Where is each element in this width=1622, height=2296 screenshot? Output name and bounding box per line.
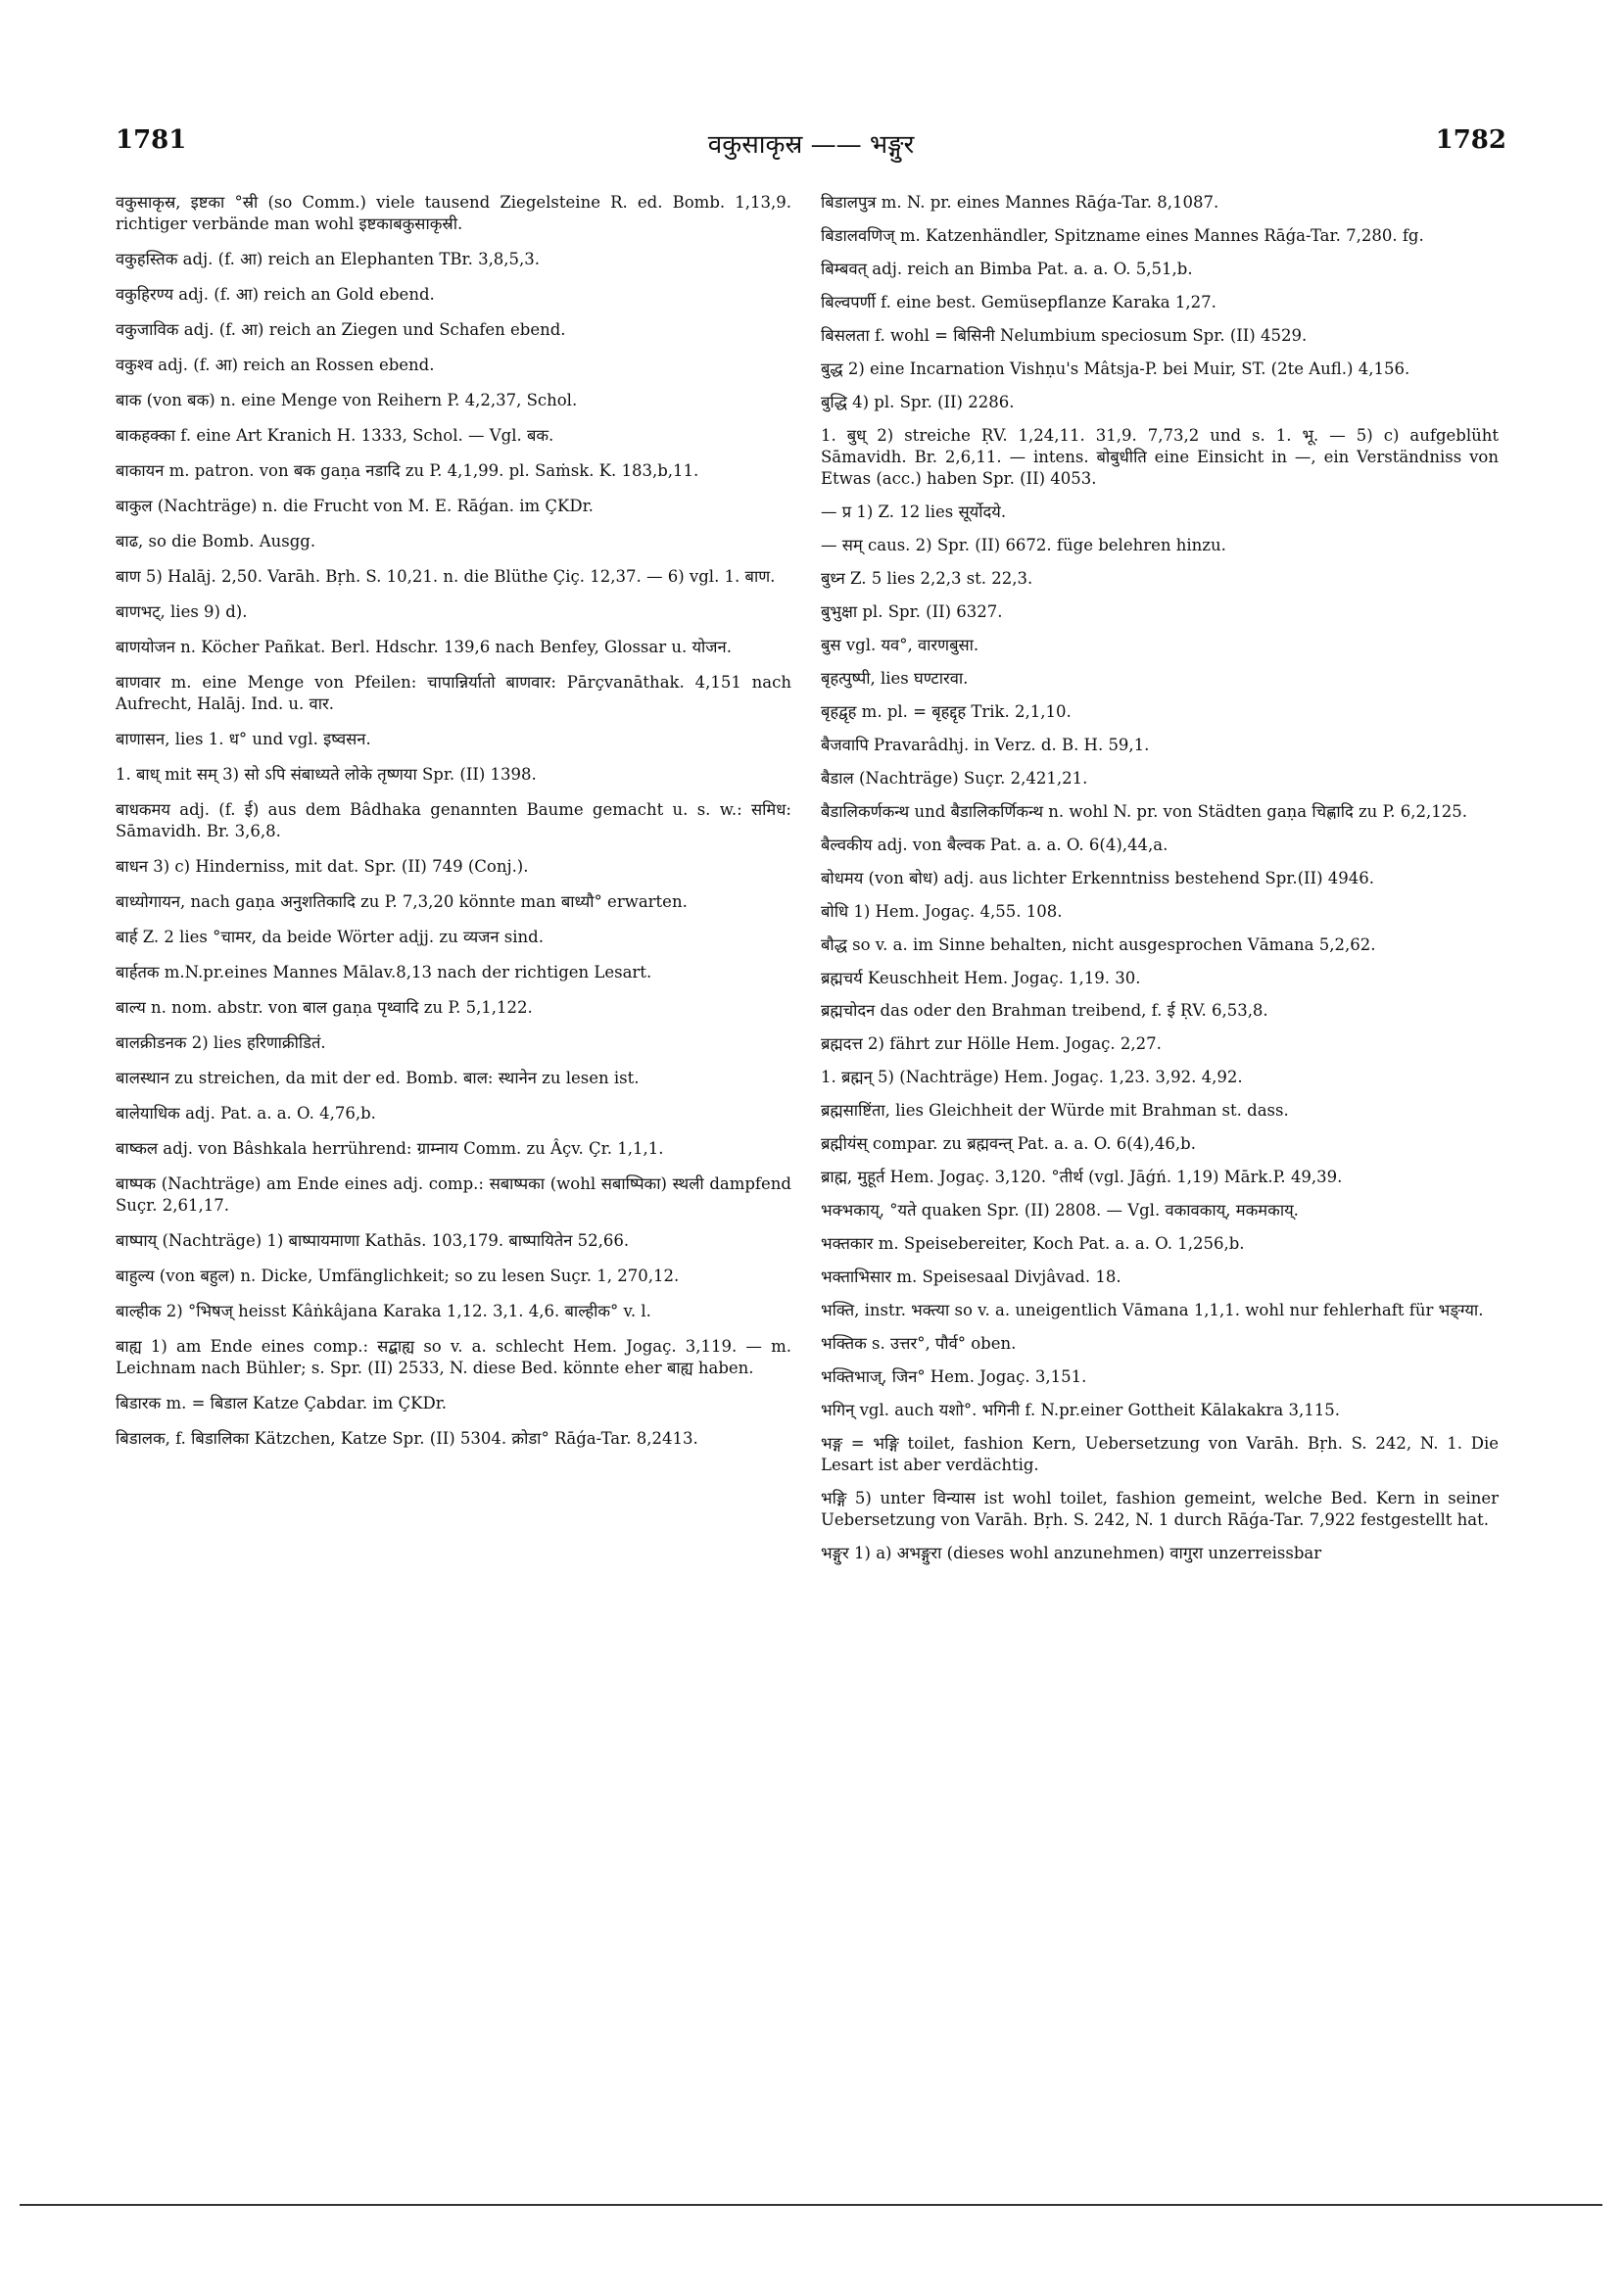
dictionary-entry: बाधकमय adj. (f. ई) aus dem Bâdhaka genannten Baume gemacht u. s. w.: समिध: Sāmavidh. Br. 3,6,8. bbox=[116, 799, 791, 841]
dictionary-entry: बालक्रीडनक 2) lies हरिणाक्रीडितं. bbox=[116, 1032, 326, 1052]
page-number-right: 1782 bbox=[1435, 125, 1506, 155]
dictionary-entry: ब्रह्मीयंस् compar. zu ब्रह्मवन्त् Pat. a. a. O. 6(4),46,b. bbox=[821, 1134, 1196, 1154]
dictionary-entry: ब्रह्मचर्य Keuschheit Hem. Jogaç. 1,19. 30. bbox=[821, 968, 1141, 987]
dictionary-entry: बार्हतक m.N.pr.eines Mannes Mālav.8,13 nach der richtigen Lesart. bbox=[116, 963, 652, 982]
dictionary-entry: बुस vgl. यव°, वारणबुसा. bbox=[821, 636, 979, 655]
dictionary-entry: बाण 5) Halāj. 2,50. Varāh. Bṛh. S. 10,21. n. die Blüthe Çiç. 12,37. — 6) vgl. 1. बाण. bbox=[116, 566, 776, 586]
dictionary-entry: भक्तिभाज्, जिन° Hem. Jogaç. 3,151. bbox=[821, 1366, 1087, 1386]
dictionary-entry: बुभुक्षा pl. Spr. (II) 6327. bbox=[821, 602, 1003, 622]
dictionary-entry: 1. ब्रह्मन् 5) (Nachträge) Hem. Jogaç. 1,23. 3,92. 4,92. bbox=[821, 1068, 1243, 1087]
dictionary-entry: बालस्थान zu streichen, da mit der ed. Bomb. बाल: स्थानेन zu lesen ist. bbox=[116, 1068, 640, 1087]
dictionary-entry: वकुहस्तिक adj. (f. आ) reich an Elephanten TBr. 3,8,5,3. bbox=[116, 250, 541, 269]
dictionary-entry: बाणभट्, lies 9) d). bbox=[116, 601, 248, 621]
dictionary-entry: वकुहिरण्य adj. (f. आ) reich an Gold ebend. bbox=[116, 285, 435, 305]
dictionary-entry: बिडालवणिज् m. Katzenhändler, Spitzname eines Mannes Rāǵa-Tar. 7,280. fg. bbox=[821, 225, 1424, 245]
dictionary-entry: बाकुल (Nachträge) n. die Frucht von M. E. Rāǵan. im ÇKDr. bbox=[116, 496, 594, 515]
dictionary-entry: बाहुल्य (von बहुल) n. Dicke, Umfänglichkeit; so zu lesen Suçr. 1, 270,12. bbox=[116, 1267, 680, 1285]
dictionary-entry: बाकहक्का f. eine Art Kranich H. 1333, Schol. — Vgl. बक. bbox=[116, 426, 554, 446]
dictionary-entry: ब्रह्मचोदन das oder den Brahman treibend, f. ई ṚV. 6,53,8. bbox=[821, 1001, 1268, 1021]
dictionary-entry: बाणयोजन n. Köcher Pañkat. Berl. Hdschr. 139,6 nach Benfey, Glossar u. योजन. bbox=[116, 637, 732, 656]
dictionary-entry: बैडाल (Nachträge) Suçr. 2,421,21. bbox=[821, 768, 1088, 788]
dictionary-entry: बुद्ध 2) eine Incarnation Vishṇu's Mâtsja-P. bei Muir, ST. (2te Aufl.) 4,156. bbox=[821, 359, 1410, 378]
dictionary-entry: भङ्गुर 1) a) अभङ्गुरा (dieses wohl anzunehmen) वागुरा unzerreissbar bbox=[821, 1544, 1322, 1563]
dictionary-entry: बाणवार m. eine Menge von Pfeilen: चापान्निर्यातो बाणवार: Pārçvanāthak. 4,151 nach Aufrecht, Halāj. Ind. u. वार. bbox=[116, 672, 791, 714]
dictionary-entry: बाष्पाय् (Nachträge) 1) बाष्पायमाणा Kathās. 103,179. बाष्पायितेन 52,66. bbox=[116, 1231, 630, 1251]
dictionary-entry: बाणासन, lies 1. ध° und vgl. इष्वसन. bbox=[116, 730, 371, 748]
dictionary-entry: भक्तकार m. Speisebereiter, Koch Pat. a. a. O. 1,256,b. bbox=[821, 1234, 1245, 1253]
dictionary-entry: भक्ताभिसार m. Speisesaal Divjâvad. 18. bbox=[821, 1267, 1121, 1286]
dictionary-entry: ब्रह्मदत्त 2) fährt zur Hölle Hem. Jogaç. 2,27. bbox=[821, 1034, 1162, 1054]
left-column bbox=[116, 192, 791, 1463]
dictionary-entry: बृहत्पुष्पी, lies घण्टारवा. bbox=[821, 669, 969, 689]
dictionary-entry: बाकायन m. patron. von बक gaṇa नडादि zu P. 4,1,99. pl. Saṁsk. K. 183,b,11. bbox=[116, 461, 699, 480]
page-header bbox=[116, 125, 1506, 165]
dictionary-entry: बाष्पक (Nachträge) am Ende eines adj. comp.: सबाष्पका (wohl सबाष्पिका) स्थली dampfend Suçr. 2,61,17. bbox=[116, 1173, 791, 1216]
bottom-rule bbox=[20, 2204, 1602, 2206]
dictionary-entry: भक्भकाय्, °यते quaken Spr. (II) 2808. — Vgl. वकावकाय्, मकमकाय्. bbox=[821, 1201, 1299, 1220]
dictionary-entry: बिम्बवत् adj. reich an Bimba Pat. a. a. O. 5,51,b. bbox=[821, 259, 1193, 278]
dictionary-entry: बृहद्वृह m. pl. = बृहद्दृह Trik. 2,1,10. bbox=[821, 702, 1072, 721]
dictionary-entry: वकुजाविक adj. (f. आ) reich an Ziegen und Schafen ebend. bbox=[116, 320, 566, 340]
dictionary-entry: बाध्योगायन, nach gaṇa अनुशतिकादि zu P. 7,3,20 könnte man बाध्यौ° erwarten. bbox=[116, 892, 688, 912]
dictionary-entry: बाल्हीक 2) °भिषज् heisst Kâṅkâjana Karaka 1,12. 3,1. 4,6. बाल्हीक° v. l. bbox=[116, 1301, 651, 1320]
dictionary-entry: बुध्न Z. 5 lies 2,2,3 st. 22,3. bbox=[821, 569, 1033, 589]
dictionary-entry: भङ्गि 5) unter विन्यास ist wohl toilet, fashion gemeint, welche Bed. Kern in seiner Uebersetzung von Varāh. Bṛh. S. 242, N. 1 durch Rāǵa-Tar. 7,922 festgestellt hat. bbox=[821, 1489, 1499, 1530]
dictionary-entry: बौद्ध so v. a. im Sinne behalten, nicht ausgesprochen Vāmana 5,2,62. bbox=[821, 934, 1376, 954]
dictionary-entry: बोधमय (von बोध) adj. aus lichter Erkenntniss bestehend Spr.(II) 4946. bbox=[821, 868, 1374, 887]
dictionary-entry: 1. बाध् mit सम् 3) सो ऽपि संबाध्यते लोके तृष्णया Spr. (II) 1398. bbox=[116, 764, 537, 784]
dictionary-entry: भगिन् vgl. auch यशो°. भगिनी f. N.pr.einer Gottheit Kālakakra 3,115. bbox=[821, 1400, 1340, 1419]
page-number-left: 1781 bbox=[116, 125, 187, 155]
dictionary-entry: बाधन 3) c) Hinderniss, mit dat. Spr. (II) 749 (Conj.). bbox=[116, 857, 529, 877]
right-column bbox=[821, 192, 1499, 1576]
dictionary-entry: भक्तिक s. उत्तर°, पौर्व° oben. bbox=[821, 1333, 1017, 1353]
dictionary-entry: बिल्वपर्णी f. eine best. Gemüsepflanze Karaka 1,27. bbox=[821, 292, 1216, 311]
dictionary-entry: बार्ह Z. 2 lies °चामर, da beide Wörter adjj. zu व्यजन sind. bbox=[116, 928, 544, 947]
dictionary-entry: बैजवापि Pravarâdhj. in Verz. d. B. H. 59,1. bbox=[821, 735, 1150, 754]
dictionary-entry: — प्र 1) Z. 12 lies सूर्योदये. bbox=[821, 502, 1007, 522]
dictionary-entry: बैडालिकर्णकन्थ und बैडालिकर्णिकन्थ n. wohl N. pr. von Städten gaṇa चिह्णादि zu P. 6,2,125. bbox=[821, 801, 1468, 821]
running-head: वकुसाकृस्र —— भङ्गुर bbox=[707, 130, 915, 160]
dictionary-entry: बिडालपुत्र m. N. pr. eines Mannes Rāǵa-Tar. 8,1087. bbox=[821, 193, 1219, 212]
dictionary-entry: बिडारक m. = बिडाल Katze Çabdar. im ÇKDr. bbox=[116, 1394, 448, 1413]
dictionary-entry: बैल्वकीय adj. von बैल्वक Pat. a. a. O. 6(4),44,a. bbox=[821, 835, 1169, 854]
dictionary-entry: बाढ, so die Bomb. Ausgg. bbox=[116, 531, 316, 550]
dictionary-entry: 1. बुध् 2) streiche ṚV. 1,24,11. 31,9. 7,73,2 und s. 1. भू. — 5) c) aufgeblüht Sāmavidh. Br. 2,6,11. — intens. बोबुधीति eine Einsicht in —, ein Verständniss von Etwas (acc.) haben Spr. (II) 4053. bbox=[821, 425, 1499, 489]
dictionary-entry: बोधि 1) Hem. Jogaç. 4,55. 108. bbox=[821, 901, 1063, 921]
dictionary-entry: बाल्य n. nom. abstr. von बाल gaṇa पृथ्वादि zu P. 5,1,122. bbox=[116, 998, 533, 1017]
dictionary-entry: ब्राह्म, मुहूर्त Hem. Jogaç. 3,120. °तीर्थ (vgl. Jāǵń. 1,19) Mārk.P. 49,39. bbox=[821, 1168, 1343, 1187]
dictionary-entry: बाक (von बक) n. eine Menge von Reihern P. 4,2,37, Schol. bbox=[116, 391, 578, 410]
dictionary-entry: बिडालक, f. बिडालिका Kätzchen, Katze Spr. (II) 5304. क्रोडा° Rāǵa-Tar. 8,2413. bbox=[116, 1429, 698, 1449]
dictionary-entry: बाह्य 1) am Ende eines comp.: सद्बाह्य so v. a. schlecht Hem. Jogaç. 3,119. — m. Leichnam nach Bühler; s. Spr. (II) 2533, N. diese Bed. könnte eher बाह्य haben. bbox=[116, 1336, 791, 1378]
dictionary-entry: ब्रह्मसाष्टिंता, lies Gleichheit der Würde mit Brahman st. dass. bbox=[821, 1101, 1289, 1121]
dictionary-entry: बिसलता f. wohl = बिसिनी Nelumbium speciosum Spr. (II) 4529. bbox=[821, 325, 1308, 345]
dictionary-entry: बाष्कल adj. von Bâshkala herrührend: ग्राम्नाय Comm. zu Âçv. Çr. 1,1,1. bbox=[116, 1138, 664, 1158]
dictionary-entry: बालेयाधिक adj. Pat. a. a. O. 4,76,b. bbox=[116, 1103, 376, 1123]
dictionary-entry: बुद्धि 4) pl. Spr. (II) 2286. bbox=[821, 392, 1015, 411]
dictionary-entry: भक्ति, instr. भक्त्या so v. a. uneigentlich Vāmana 1,1,1. wohl nur fehlerhaft für भङ्ग्या. bbox=[821, 1300, 1484, 1319]
dictionary-entry: — सम् caus. 2) Spr. (II) 6672. füge belehren hinzu. bbox=[821, 536, 1226, 555]
dictionary-entry: वकुसाकृस्र, इष्टका °स्री (so Comm.) viele tausend Ziegelsteine R. ed. Bomb. 1,13,9. richtiger verbände man wohl इष्टकाबकुसाकृस्री. bbox=[116, 193, 791, 234]
dictionary-entry: वकुश्व adj. (f. आ) reich an Rossen ebend. bbox=[116, 356, 435, 375]
dictionary-entry: भङ्ग = भङ्गि toilet, fashion Kern, Uebersetzung von Varāh. Bṛh. S. 242, N. 1. Die Lesart ist aber verdächtig. bbox=[821, 1433, 1499, 1475]
